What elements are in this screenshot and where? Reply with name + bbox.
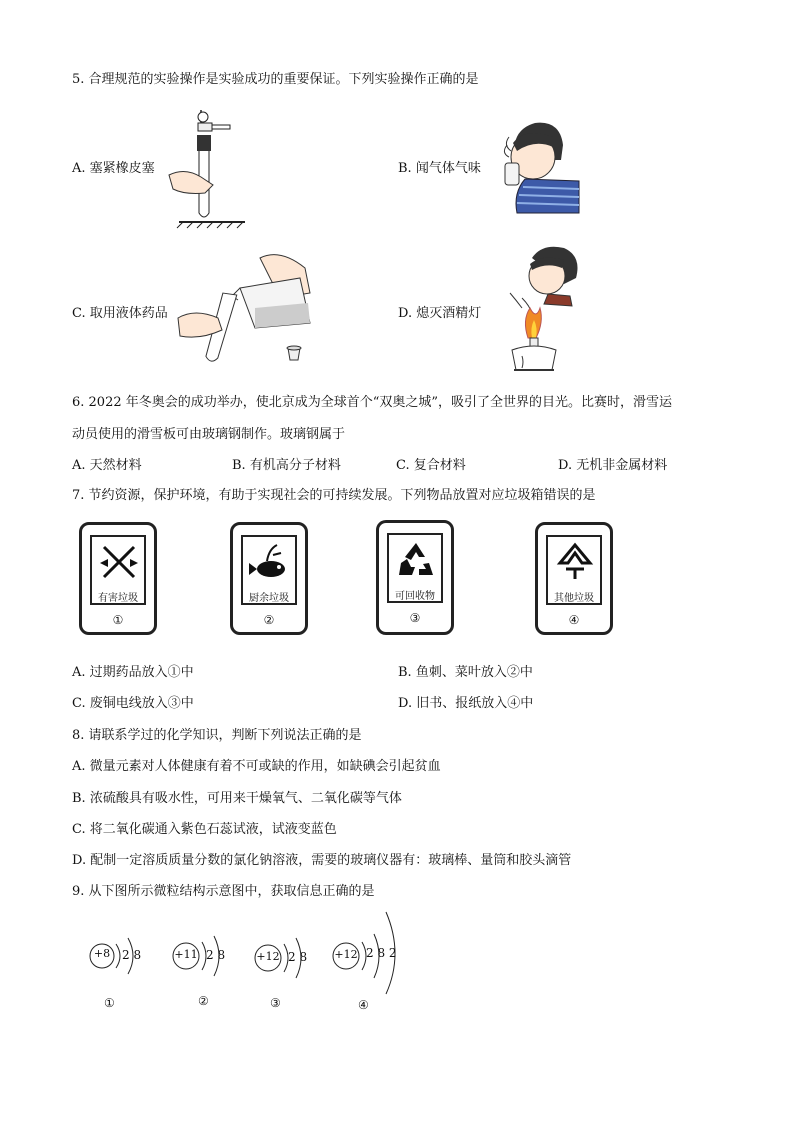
particle-structure (170, 926, 250, 1016)
bin-label: 可回收物 (395, 591, 435, 602)
particle-number: ④ (358, 998, 369, 1012)
q6-option-b[interactable]: B. 有机高分子材料 (232, 458, 341, 473)
q5-option-d[interactable]: D. 熄灭酒精灯 (398, 306, 482, 321)
recycle-icon (395, 539, 437, 581)
q6-option-c[interactable]: C. 复合材料 (396, 458, 466, 473)
q7-option-b[interactable]: B. 鱼刺、菜叶放入②中 (398, 665, 533, 680)
pouring-liquid-illustration (170, 248, 320, 373)
q8-option-a[interactable]: A. 微量元素对人体健康有着不可或缺的作用，如缺碘会引起贫血 (72, 759, 441, 774)
q5-option-a[interactable]: A. 塞紧橡皮塞 (72, 161, 155, 176)
particle-number: ① (104, 996, 115, 1010)
nucleus-charge: +11 (174, 948, 198, 961)
fish-bone-icon (247, 541, 293, 583)
other-waste-icon (554, 541, 596, 583)
bin-label: 有害垃圾 (98, 593, 138, 604)
particle-structure (252, 928, 332, 1018)
blow-out-lamp-illustration (492, 238, 592, 378)
bin-number: ④ (568, 613, 580, 627)
bin-hazardous (79, 522, 157, 635)
particle-number: ② (198, 994, 209, 1008)
q5-option-c[interactable]: C. 取用液体药品 (72, 306, 168, 321)
bin-number: ③ (409, 611, 421, 625)
particle-structure (330, 906, 430, 1016)
stopper-test-tube-illustration (165, 105, 255, 230)
q7-option-a[interactable]: A. 过期药品放入①中 (72, 665, 194, 680)
q6-stem-line1: 6. 2022 年冬奥会的成功举办，使北京成为全球首个“双奥之城”，吸引了全世界的目光。比赛时，滑雪运 (72, 395, 673, 410)
bin-number: ① (112, 613, 124, 627)
particle-number: ③ (270, 996, 281, 1010)
q6-option-a[interactable]: A. 天然材料 (72, 458, 142, 473)
q7-stem: 7. 节约资源，保护环境，有助于实现社会的可持续发展。下列物品放置对应垃圾箱错误的是 (72, 488, 596, 503)
q5-stem: 5. 合理规范的实验操作是实验成功的重要保证。下列实验操作正确的是 (72, 72, 479, 87)
bin-label: 厨余垃圾 (249, 593, 289, 604)
electron-shells: 2 8 (122, 948, 142, 962)
q5-option-b[interactable]: B. 闻气体气味 (398, 161, 481, 176)
q8-option-c[interactable]: C. 将二氧化碳通入紫色石蕊试液，试液变蓝色 (72, 822, 337, 837)
hazardous-icon (96, 543, 142, 583)
bin-other (535, 522, 613, 635)
q7-option-c[interactable]: C. 废铜电线放入③中 (72, 696, 194, 711)
q8-stem: 8. 请联系学过的化学知识，判断下列说法正确的是 (72, 728, 362, 743)
electron-shells: 2 8 (288, 950, 308, 964)
particle-structure (86, 928, 166, 1018)
bin-label: 其他垃圾 (554, 593, 594, 604)
q9-stem: 9. 从下图所示微粒结构示意图中，获取信息正确的是 (72, 884, 375, 899)
electron-shells: 2 8 (206, 948, 226, 962)
nucleus-charge: +12 (334, 948, 358, 961)
electron-shells: 2 8 2 (366, 946, 397, 960)
bin-kitchen (230, 522, 308, 635)
q7-option-d[interactable]: D. 旧书、报纸放入④中 (398, 696, 534, 711)
nucleus-charge: +8 (93, 947, 111, 960)
q8-option-d[interactable]: D. 配制一定溶质质量分数的氯化钠溶液，需要的玻璃仪器有：玻璃棒、量筒和胶头滴管 (72, 853, 572, 868)
bin-recyclable (376, 520, 454, 635)
q6-stem-line2: 动员使用的滑雪板可由玻璃钢制作。玻璃钢属于 (72, 427, 346, 442)
nucleus-charge: +12 (256, 950, 280, 963)
q8-option-b[interactable]: B. 浓硫酸具有吸水性，可用来干燥氧气、二氧化碳等气体 (72, 791, 402, 806)
q6-option-d[interactable]: D. 无机非金属材料 (558, 458, 668, 473)
bin-number: ② (263, 613, 275, 627)
smelling-gas-illustration (495, 115, 585, 215)
